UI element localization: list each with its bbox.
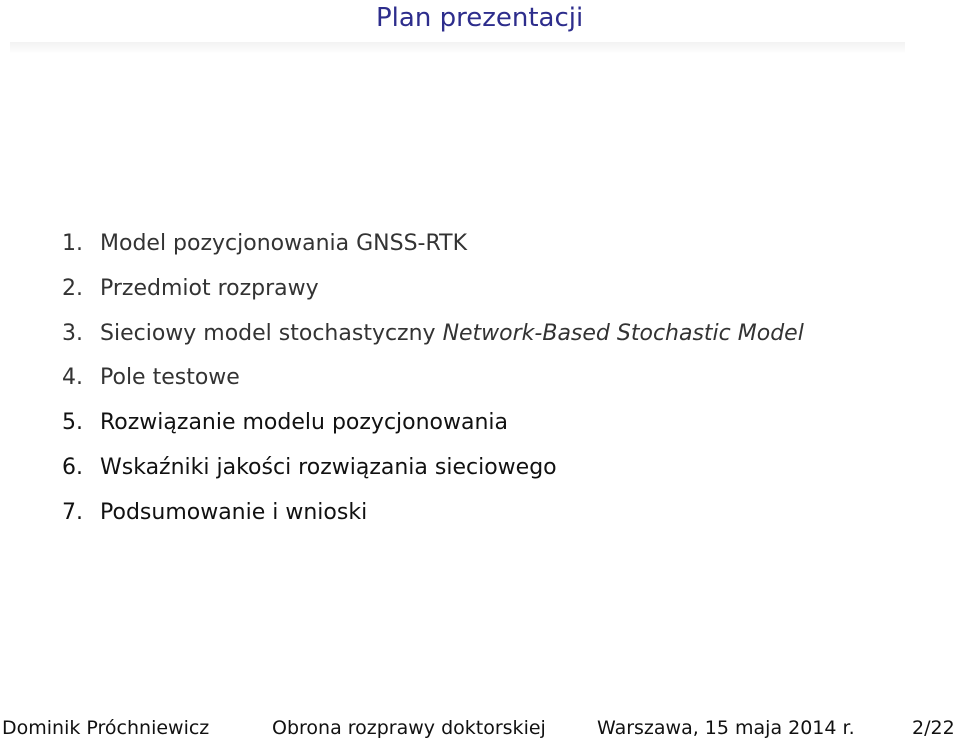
outline-item — [62, 222, 804, 267]
outline-item — [62, 312, 804, 357]
outline-item — [62, 267, 804, 312]
footer-author: Dominik Próchniewicz — [2, 717, 210, 739]
outline-item-text: Wskaźniki jakości rozwiązania sieciowego — [100, 454, 557, 480]
footer-talk-title: Obrona rozprawy doktorskiej — [272, 717, 546, 739]
outline-item-number: 7. — [62, 499, 83, 525]
slide-title: Plan prezentacji — [376, 3, 584, 33]
outline-item-text: Model pozycjonowania GNSS-RTK — [100, 231, 468, 256]
outline-item — [62, 356, 804, 401]
outline-item-text: Rozwiązanie modelu pozycjonowania — [100, 410, 509, 436]
outline-item-number: 4. — [62, 365, 83, 391]
outline-item-number: 3. — [62, 320, 83, 346]
outline-item — [62, 491, 804, 536]
outline-item-english-term: Network-Based Stochastic Model — [442, 320, 804, 346]
outline-item-number: 1. — [62, 231, 83, 256]
outline-item — [62, 446, 804, 491]
page-number: 2/22 — [912, 717, 955, 739]
presentation-outline — [62, 222, 804, 536]
slide-footer — [0, 713, 960, 743]
title-separator — [10, 42, 905, 54]
outline-item-text: Sieciowy model stochastyczny — [100, 320, 443, 346]
footer-date: Warszawa, 15 maja 2014 r. — [597, 717, 855, 739]
outline-item-number: 5. — [62, 410, 83, 436]
outline-item-text: Pole testowe — [100, 365, 240, 391]
outline-item — [62, 401, 804, 446]
outline-item-number: 6. — [62, 454, 83, 480]
outline-item-text: Podsumowanie i wnioski — [100, 499, 368, 525]
outline-item-text: Przedmiot rozprawy — [100, 275, 319, 301]
outline-item-number: 2. — [62, 275, 83, 301]
